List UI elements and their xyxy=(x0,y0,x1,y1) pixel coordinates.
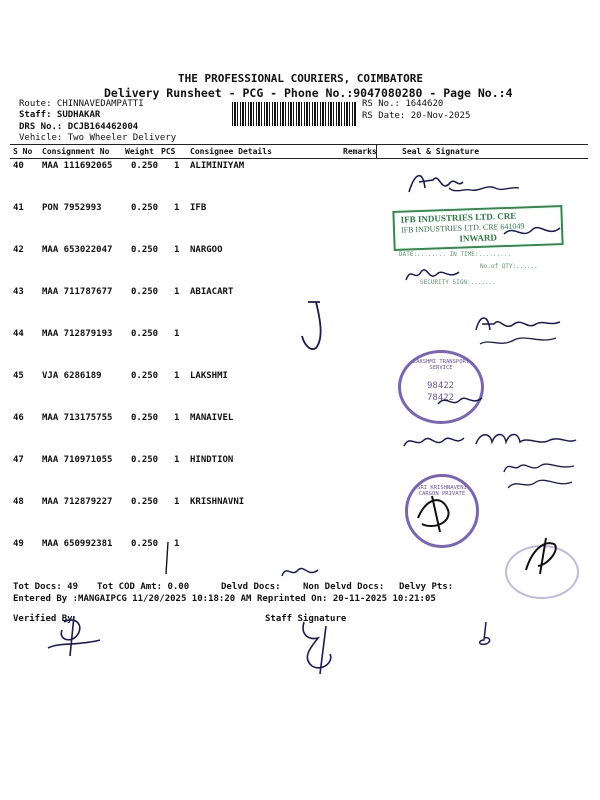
row-consignment-no: MAA 710971055 xyxy=(42,455,113,465)
entered-by: Entered By :MANGAIPCG 11/20/2025 10:18:20 AM xyxy=(13,594,252,604)
tot-docs: Tot Docs: 49 xyxy=(13,582,79,592)
drs-number: DRS No.: DCJB164462004 xyxy=(19,122,139,132)
lakshmi-transport-stamp xyxy=(398,350,484,424)
col-consignment: Consignment No xyxy=(42,147,110,156)
staff-label: Staff: SUDHAKAR xyxy=(19,110,101,120)
signature-row-47 xyxy=(500,458,580,494)
row-consignment-no: MAA 650992381 xyxy=(42,539,113,549)
row-pcs: 1 xyxy=(174,161,180,171)
row-sno: 45 xyxy=(13,371,24,381)
row-sno: 41 xyxy=(13,203,24,213)
row-weight: 0.250 xyxy=(131,539,159,549)
col-weight: Weight xyxy=(125,147,154,156)
tot-cod: Tot COD Amt: 0.00 xyxy=(97,582,190,592)
row-sno: 46 xyxy=(13,413,24,423)
ifb-stamp-line2: IFB INDUSTRIES LTD. CRE 641049 xyxy=(400,221,525,235)
row-consignment-no: MAA 713175755 xyxy=(42,413,113,423)
row-consignment-no: MAA 712879227 xyxy=(42,497,113,507)
staff-signature-mark xyxy=(290,618,350,678)
row-pcs: 1 xyxy=(174,287,180,297)
mark-row-49-pcs xyxy=(158,540,178,576)
row-consignment-no: VJA 6286189 xyxy=(42,371,102,381)
signature-row-45 xyxy=(436,392,486,410)
verified-by-signature xyxy=(44,612,104,662)
row-weight: 0.250 xyxy=(131,455,159,465)
row-pcs: 1 xyxy=(174,413,180,423)
rs-date: RS Date: 20-Nov-2025 xyxy=(362,111,471,121)
col-pcs: PCS xyxy=(161,147,176,156)
row-sno: 40 xyxy=(13,161,24,171)
row-consignment-no: MAA 712879193 xyxy=(42,329,113,339)
col-consignee: Consignee Details xyxy=(190,147,272,156)
row-consignee: MANAIVEL xyxy=(190,413,234,423)
row-sno: 44 xyxy=(13,329,24,339)
ifb-qty-line: No.of QTY:...... xyxy=(480,263,538,270)
signature-row-48 xyxy=(412,488,462,534)
signature-row-44 xyxy=(470,310,570,352)
row-pcs: 1 xyxy=(174,371,180,381)
ifb-stamp-line1: IFB INDUSTRIES LTD. CRE xyxy=(400,210,517,225)
row-consignment-no: PON 7952993 xyxy=(42,203,102,213)
barcode xyxy=(232,102,356,126)
rs-number: RS No.: 1644620 xyxy=(362,99,444,109)
row-pcs: 1 xyxy=(174,245,180,255)
row-sno: 47 xyxy=(13,455,24,465)
row-sno: 43 xyxy=(13,287,24,297)
signature-row-40 xyxy=(405,162,525,200)
row-weight: 0.250 xyxy=(131,203,159,213)
row-consignee: ABIACART xyxy=(190,287,234,297)
remarks-divider xyxy=(376,145,377,159)
lakshmi-stamp-no2: 78422 xyxy=(427,393,455,403)
runsheet-title: Delivery Runsheet - PCG - Phone No.:9047080280 - Page No.:4 xyxy=(104,86,513,100)
row-sno: 49 xyxy=(13,539,24,549)
route-label: Route: CHINNAVEDAMPATTI xyxy=(19,99,144,109)
verified-by: Verified By xyxy=(13,614,73,624)
ifb-stamp-line3: INWARD xyxy=(459,232,498,244)
reprinted-on: Reprinted On: 20-11-2025 10:21:05 xyxy=(257,594,436,604)
signature-row-46 xyxy=(400,428,580,454)
ifb-sign-line: SECURITY SIGN:....... xyxy=(420,279,496,286)
row-weight: 0.250 xyxy=(131,413,159,423)
ifb-date-line: DATE:........ IN TIME:......... xyxy=(399,251,511,258)
row-weight: 0.250 xyxy=(131,287,159,297)
krishnaveni-stamp-text: SRI KRISHNAVENI CARGON PRIVATE xyxy=(417,485,467,497)
row-pcs: 1 xyxy=(174,329,180,339)
col-remarks: Remarks xyxy=(343,147,377,156)
row-consignee: ALIMINIYAM xyxy=(190,161,245,171)
row-weight: 0.250 xyxy=(131,371,159,381)
footer-right-mark xyxy=(474,620,498,646)
row-consignee: KRISHNAVNI xyxy=(190,497,245,507)
row-consignment-no: MAA 711787677 xyxy=(42,287,113,297)
row-weight: 0.250 xyxy=(131,161,159,171)
remarks-mark-row-43 xyxy=(298,298,332,354)
row-sno: 48 xyxy=(13,497,24,507)
col-sno: S No xyxy=(13,147,33,156)
non-delvd-docs: Non Delvd Docs: xyxy=(303,582,385,592)
lakshmi-stamp-text: LAKSHMI TRANSPORT SERVICE xyxy=(412,359,470,371)
row-sno: 42 xyxy=(13,245,24,255)
row-consignee: IFB xyxy=(190,203,207,213)
signature-row-41 xyxy=(500,218,570,244)
delvd-docs: Delvd Docs: xyxy=(221,582,281,592)
staff-signature: Staff Signature xyxy=(265,614,347,624)
delvy-pts: Delvy Pts: xyxy=(399,582,454,592)
signature-totals xyxy=(278,560,322,582)
row-consignee: HINDTION xyxy=(190,455,234,465)
vehicle-label: Vehicle: Two Wheeler Delivery xyxy=(19,133,177,143)
row-consignment-no: MAA 653022047 xyxy=(42,245,113,255)
row-consignee: LAKSHMI xyxy=(190,371,228,381)
header-top-rule xyxy=(10,144,588,145)
lakshmi-stamp-no1: 98422 xyxy=(427,381,455,391)
table-row xyxy=(0,497,600,539)
row-consignment-no: MAA 111692065 xyxy=(42,161,113,171)
signature-row-49 xyxy=(520,536,564,576)
row-weight: 0.250 xyxy=(131,245,159,255)
row-pcs: 1 xyxy=(174,203,180,213)
header-bottom-rule xyxy=(10,158,588,159)
row-weight: 0.250 xyxy=(131,329,159,339)
row-pcs: 1 xyxy=(174,497,180,507)
row-consignee: NARGOO xyxy=(190,245,223,255)
row-weight: 0.250 xyxy=(131,497,159,507)
company-name: THE PROFESSIONAL COURIERS, COIMBATORE xyxy=(178,72,424,85)
row-pcs: 1 xyxy=(174,539,180,549)
table-row xyxy=(0,371,600,413)
col-seal: Seal & Signature xyxy=(402,147,480,156)
signature-row-42 xyxy=(403,262,463,286)
row-pcs: 1 xyxy=(174,455,180,465)
